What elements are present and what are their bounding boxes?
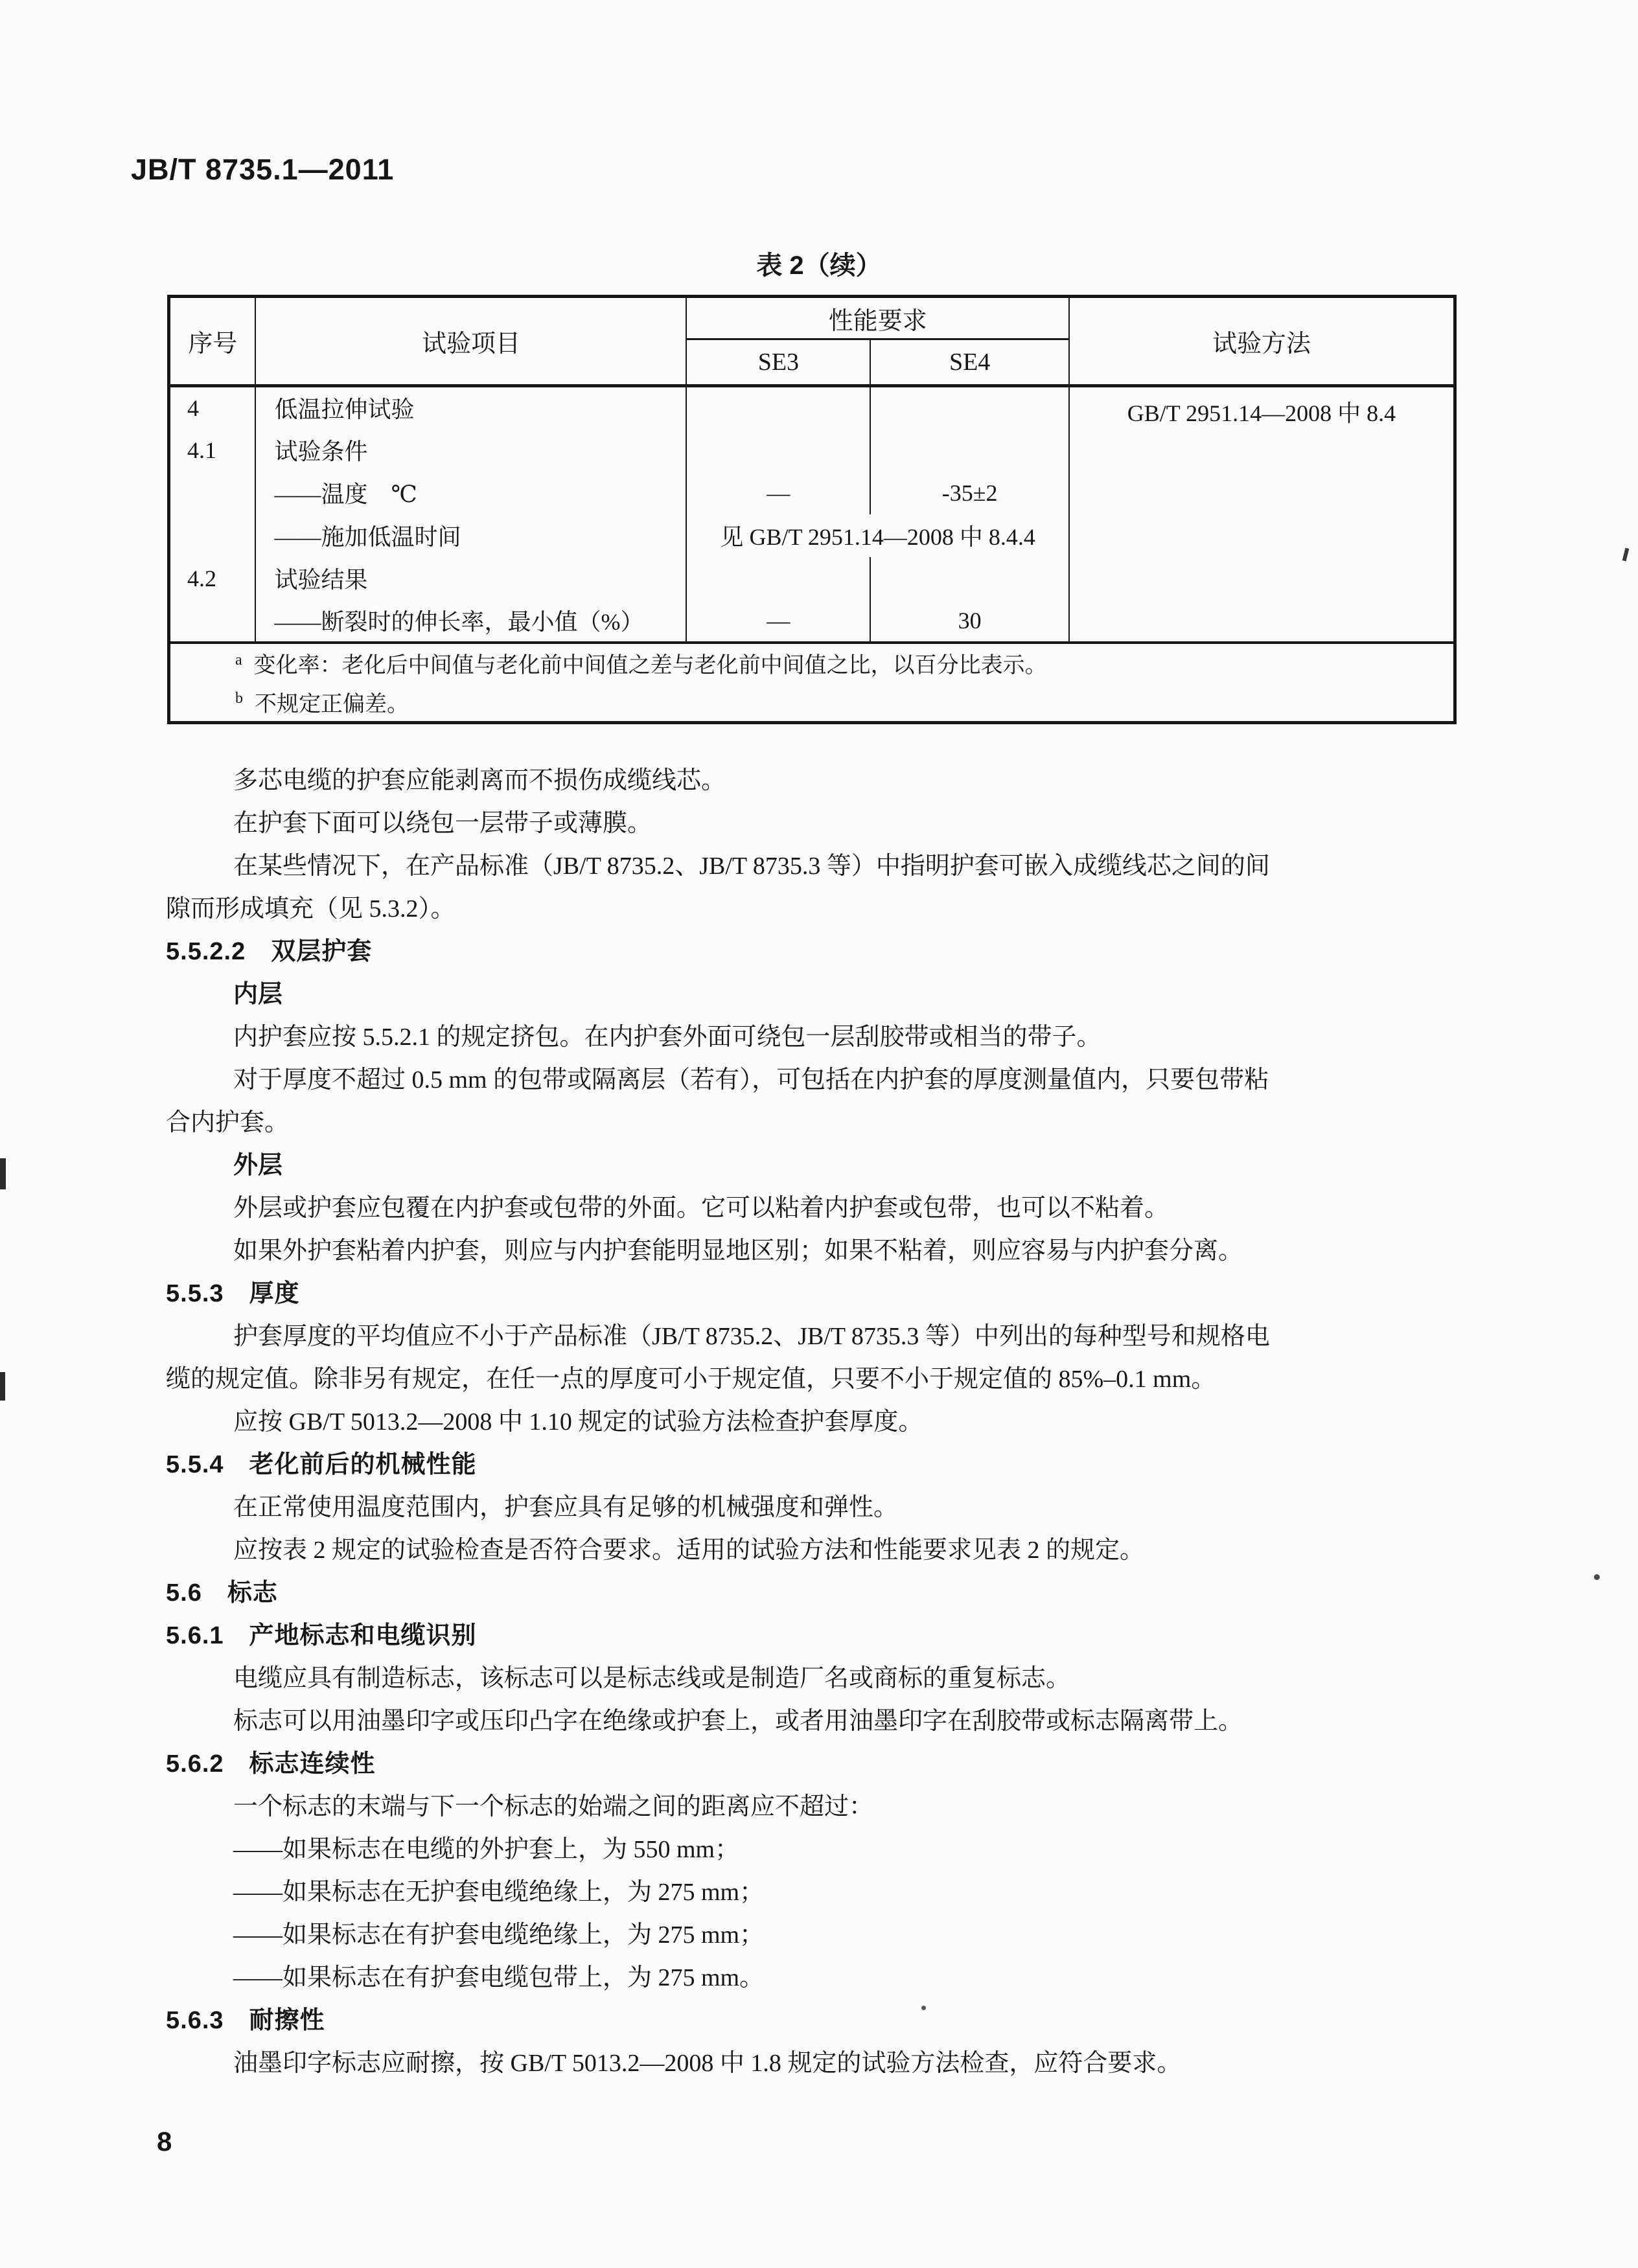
row-seq xyxy=(169,514,256,557)
section-heading-5-5-3: 5.5.3 厚度 xyxy=(166,1280,300,1307)
body-text xyxy=(166,759,1481,2085)
col-header-seq: 序号 xyxy=(169,297,256,386)
scan-artifact xyxy=(0,1372,5,1401)
row-seq xyxy=(169,600,256,643)
row-se3: — xyxy=(686,472,870,514)
row-se3 xyxy=(686,429,870,472)
paragraph-line: 标志可以用油墨印字或压印凸字在绝缘或护套上，或者用油墨印字在刮胶带或标志隔离带上。 xyxy=(233,1708,1243,1735)
paragraph-line: 电缆应具有制造标志，该标志可以是标志线或是制造厂名或商标的重复标志。 xyxy=(233,1665,1071,1692)
footnote-text: 不规定正偏差。 xyxy=(255,692,409,716)
paragraph-continuation: 缆的规定值。除非另有规定，在任一点的厚度可小于规定值，只要不小于规定值的 85%–0.1 mm。 xyxy=(166,1366,1216,1393)
row-se4: 30 xyxy=(870,600,1069,643)
row-se3 xyxy=(686,386,870,429)
row-se4 xyxy=(870,386,1069,429)
list-item: ——如果标志在无护套电缆绝缘上，为 275 mm； xyxy=(233,1879,765,1906)
table-footnote xyxy=(169,643,1455,683)
subheading-inner-layer: 内层 xyxy=(233,981,283,1008)
table-title: 表 2（续） xyxy=(756,251,882,280)
section-heading-5-6-3: 5.6.3 耐擦性 xyxy=(166,2007,325,2034)
col-header-se3: SE3 xyxy=(686,339,870,386)
row-item: 低温拉伸试验 xyxy=(255,386,686,429)
section-heading-5-6-2: 5.6.2 标志连续性 xyxy=(166,1750,376,1778)
row-seq: 4 xyxy=(187,395,199,421)
col-header-se4: SE4 xyxy=(870,339,1069,386)
paragraph-line: 油墨印字标志应耐擦，按 GB/T 5013.2—2008 中 1.8 规定的试验方法检查，应符合要求。 xyxy=(233,2050,1182,2077)
section-heading-5-6-1: 5.6.1 产地标志和电缆识别 xyxy=(166,1622,477,1649)
col-header-item: 试验项目 xyxy=(255,297,686,386)
page-number: 8 xyxy=(157,2126,172,2157)
paragraph-line: 应按 GB/T 5013.2—2008 中 1.10 规定的试验方法检查护套厚度。 xyxy=(233,1408,923,1436)
paragraph-line: 在正常使用温度范围内，护套应具有足够的机械强度和弹性。 xyxy=(233,1494,899,1521)
section-heading-5-6: 5.6 标志 xyxy=(166,1579,278,1607)
section-heading-5-5-4: 5.5.4 老化前后的机械性能 xyxy=(166,1451,477,1478)
paragraph-line: 如果外护套粘着内护套，则应与内护套能明显地区别；如果不粘着，则应容易与内护套分离。 xyxy=(233,1237,1243,1265)
section-heading-5-5-2-2: 5.5.2.2 双层护套 xyxy=(166,938,373,965)
list-item: ——如果标志在有护套电缆包带上，为 275 mm。 xyxy=(233,1964,765,1991)
paragraph-line: 一个标志的末端与下一个标志的始端之间的距离应不超过： xyxy=(233,1793,874,1820)
footnote-marker: b xyxy=(235,690,243,707)
scan-artifact xyxy=(1622,548,1630,562)
paragraph-line: 在护套下面可以绕包一层带子或薄膜。 xyxy=(233,810,652,837)
row-se3: — xyxy=(686,600,870,643)
row-item: ——温度 ℃ xyxy=(255,472,686,514)
table-footnote xyxy=(169,683,1455,723)
row-se4 xyxy=(870,557,1069,600)
subheading-outer-layer: 外层 xyxy=(233,1152,283,1179)
list-item: ——如果标志在有护套电缆绝缘上，为 275 mm； xyxy=(233,1921,765,1949)
scan-artifact xyxy=(921,2006,926,2010)
row-item: ——断裂时的伸长率，最小值（%） xyxy=(255,600,686,643)
row-item: ——施加低温时间 xyxy=(255,514,686,557)
footnote-text: 变化率：老化后中间值与老化前中间值之差与老化前中间值之比，以百分比表示。 xyxy=(253,654,1047,678)
paragraph-continuation: 合内护套。 xyxy=(166,1109,290,1136)
row-item: 试验结果 xyxy=(255,557,686,600)
paragraph-line: 应按表 2 规定的试验检查是否符合要求。适用的试验方法和性能要求见表 2 的规定。 xyxy=(233,1537,1145,1564)
scan-artifact xyxy=(1594,1574,1600,1580)
table-row xyxy=(169,386,1455,429)
row-se4 xyxy=(870,429,1069,472)
paragraph-line: 多芯电缆的护套应能剥离而不损伤成缆线芯。 xyxy=(233,767,726,794)
doc-number: JB/T 8735.1—2011 xyxy=(131,153,395,186)
paragraph-line: 护套厚度的平均值应不小于产品标准（JB/T 8735.2、JB/T 8735.3 等）中列出的每种型号和规格电 xyxy=(233,1323,1270,1350)
col-header-performance: 性能要求 xyxy=(686,297,1069,339)
method-cell: GB/T 2951.14—2008 中 8.4 xyxy=(1069,386,1455,643)
row-se3-se4-span: 见 GB/T 2951.14—2008 中 8.4.4 xyxy=(686,514,1069,557)
paragraph-line: 外层或护套应包覆在内护套或包带的外面。它可以粘着内护套或包带，也可以不粘着。 xyxy=(233,1195,1170,1222)
spec-table xyxy=(167,295,1457,724)
list-item: ——如果标志在电缆的外护套上，为 550 mm； xyxy=(233,1836,740,1863)
paragraph-continuation: 隙而形成填充（见 5.3.2）。 xyxy=(166,895,456,922)
row-seq: 4.2 xyxy=(187,565,216,591)
row-se4: -35±2 xyxy=(870,472,1069,514)
row-seq xyxy=(169,472,256,514)
paragraph-line: 内护套应按 5.5.2.1 的规定挤包。在内护套外面可绕包一层刮胶带或相当的带子。 xyxy=(233,1024,1102,1051)
col-header-method: 试验方法 xyxy=(1069,297,1455,386)
row-se3 xyxy=(686,557,870,600)
paragraph-line: 在某些情况下，在产品标准（JB/T 8735.2、JB/T 8735.3 等）中指明护套可嵌入成缆线芯之间的间 xyxy=(233,853,1270,880)
footnote-marker: a xyxy=(235,651,242,669)
row-seq: 4.1 xyxy=(187,437,216,463)
paragraph-line: 对于厚度不超过 0.5 mm 的包带或隔离层（若有），可包括在内护套的厚度测量值内，只要包带粘 xyxy=(233,1066,1269,1094)
scan-artifact xyxy=(0,1158,6,1189)
row-item: 试验条件 xyxy=(255,429,686,472)
